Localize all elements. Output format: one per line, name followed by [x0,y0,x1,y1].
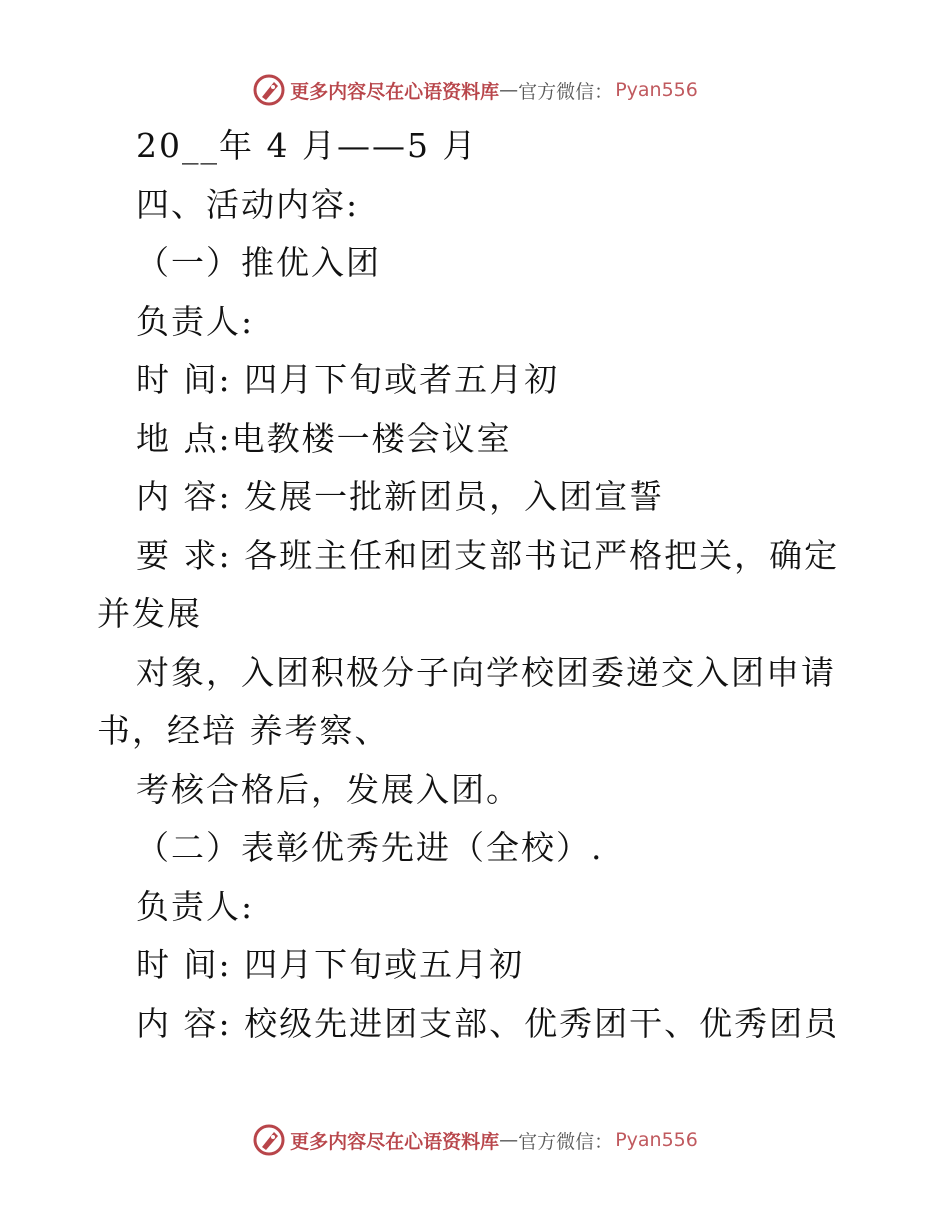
footer-watermark-banner [0,1120,950,1160]
watermark-sub-text: 官方微信： [518,80,614,103]
doc-line-subsection-2: （二）表彰优秀先进（全校）. [136,828,604,867]
doc-line-paragraph-b: 考核合格后，发展入团。 [136,770,521,809]
doc-line-requirement-1: 要 求: 各班主任和团支部书记严格把关，确定 [136,536,840,575]
doc-line-subsection-1: （一）推优入团 [136,243,381,282]
watermark-dash: — [499,79,519,101]
doc-line-section-heading: 四、活动内容: [136,185,360,224]
doc-line-time-1: 时 间: 四月下旬或者五月初 [136,360,560,399]
doc-line-time-2: 时 间: 四月下旬或五月初 [136,945,525,984]
pen-nib-logo-icon [252,73,286,107]
watermark-dash: — [499,1129,519,1151]
watermark-main-text: 更多内容尽在心语资料库 [290,1130,500,1153]
watermark-sub-text: 官方微信： [518,1130,614,1153]
doc-line-responsible-1: 负责人: [136,302,255,341]
doc-line-location-1: 地 点:电教楼一楼会议室 [136,419,512,458]
doc-line-content-1: 内 容: 发展一批新团员，入团宣誓 [136,477,665,516]
pen-nib-logo-icon [252,1123,286,1157]
watermark-account: Pyan556 [615,79,698,101]
doc-line-responsible-2: 负责人: [136,887,255,926]
header-watermark-banner [0,70,950,110]
doc-line-content-2: 内 容: 校级先进团支部、优秀团干、优秀团员 [136,1004,840,1043]
doc-line-paragraph-a: 对象，入团积极分子向学校团委递交入团申请 [136,653,836,692]
doc-line-requirement-1-cont: 并发展 [97,594,202,633]
doc-line-paragraph-a-cont: 书，经培 养考察、 [97,711,390,750]
watermark-main-text: 更多内容尽在心语资料库 [290,80,500,103]
watermark-account: Pyan556 [615,1129,698,1151]
doc-line-date-range: 20__年 4 月——5 月 [136,126,478,165]
